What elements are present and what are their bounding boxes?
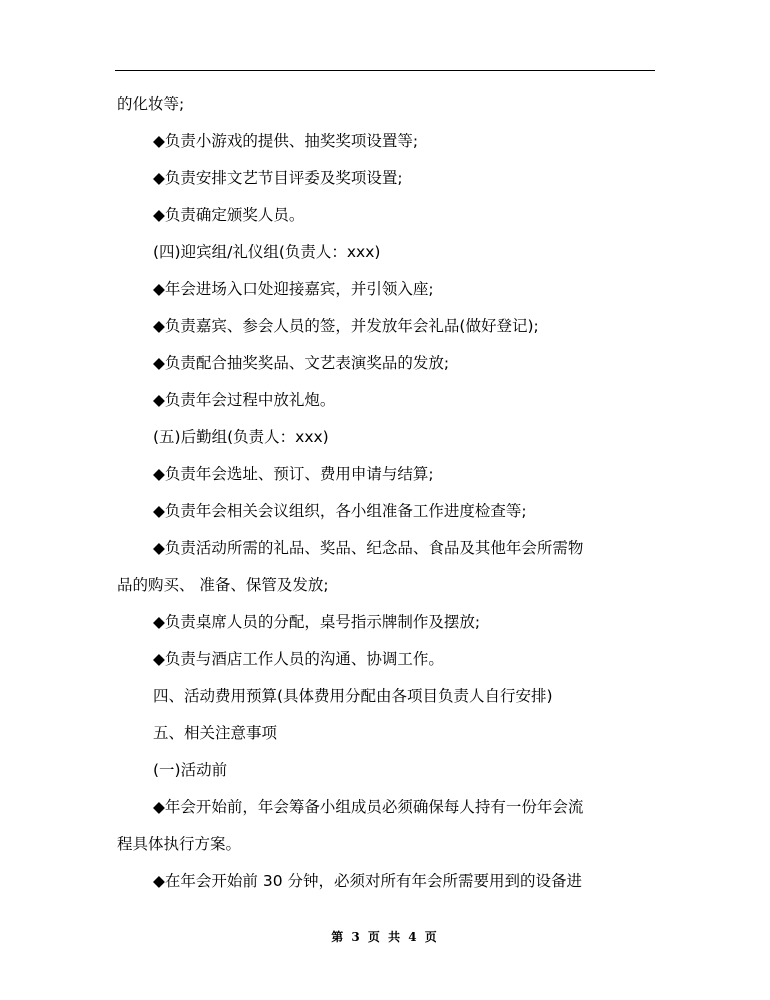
text-line: ◆在年会开始前 30 分钟，必须对所有年会所需要用到的设备进 [153, 872, 582, 890]
text-line: 品的购买、 准备、保管及发放; [117, 576, 329, 594]
text-line: ◆负责安排文艺节目评委及奖项设置; [153, 169, 403, 187]
text-line: ◆年会开始前，年会筹备小组成员必须确保每人持有一份年会流 [153, 798, 584, 816]
text-line: 程具体执行方案。 [117, 835, 242, 853]
text-line: 五、相关注意事项 [153, 724, 278, 742]
text-line: ◆负责活动所需的礼品、奖品、纪念品、食品及其他年会所需物 [153, 539, 584, 557]
text-line: ◆负责确定颁奖人员。 [153, 206, 305, 224]
page-footer: 第 3 页 共 4 页 [331, 930, 439, 944]
text-line: ◆年会进场入口处迎接嘉宾，并引领入座; [153, 280, 434, 298]
text-line: ◆负责年会过程中放礼炮。 [153, 391, 336, 409]
text-line: ◆负责配合抽奖奖品、文艺表演奖品的发放; [153, 354, 450, 372]
text-line: ◆负责桌席人员的分配，桌号指示牌制作及摆放; [153, 613, 481, 631]
document-body [117, 86, 655, 900]
text-line: 四、活动费用预算(具体费用分配由各项目负责人自行安排) [153, 687, 553, 705]
text-line: (五)后勤组(负责人：xxx) [153, 428, 329, 446]
text-line: ◆负责与酒店工作人员的沟通、协调工作。 [153, 650, 444, 668]
header-rule [115, 70, 655, 71]
text-line: (一)活动前 [153, 761, 228, 779]
text-line: 的化妆等; [117, 95, 185, 113]
text-line: (四)迎宾组/礼仪组(负责人：xxx) [153, 243, 381, 261]
text-line: ◆负责小游戏的提供、抽奖奖项设置等; [153, 132, 419, 150]
text-line: ◆负责年会选址、预订、费用申请与结算; [153, 465, 434, 483]
text-line: ◆负责年会相关会议组织，各小组准备工作进度检查等; [153, 502, 527, 520]
text-line: ◆负责嘉宾、参会人员的签，并发放年会礼品(做好登记); [153, 317, 539, 335]
